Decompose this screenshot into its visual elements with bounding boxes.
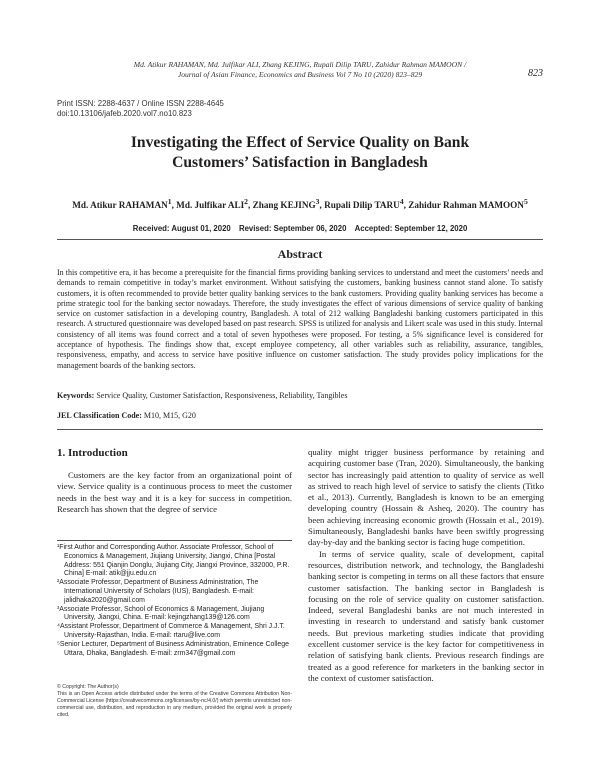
author-name: Zahidur Rahman MAMOON [408,200,524,211]
keywords-label: Keywords: [57,391,95,400]
publication-dates [60,224,540,233]
author-separator: , [319,200,325,211]
divider [57,429,543,430]
doi-line: doi:10.13106/jafeb.2020.vol7.no10.823 [57,109,192,118]
page-number: 823 [528,68,543,79]
affiliation-footnotes [57,544,292,658]
author-separator: , [403,200,409,211]
author-affiliation-mark: 1 [167,197,172,206]
abstract-body: In this competitive era, it has become a prerequisite for the financial firms providing banking services to understand and meet the customers’ needs and demands to remain competitive in today’s market environment. Without satisfying the customers, banking business cannot stand alone. To satisfy customers, it is often recommended to provide better quality banking services to the bank customers. Providing quality banking services has become a prime strategic tool for the banking sector nowadays. Therefore, the study investigates the effect of various dimensions of service quality of banking service on customer satisfaction in a developing country, Bangladesh. A total of 212 walking Bangladeshi banking customers participated in this research. A structured questionnaire was developed based on past research. SPSS is utilized for analysis and Likert scale was used in this study. Internal consistency of all items was found correct and a total of seven hypotheses were proposed. For testing, a 5% significance level is considered for acceptance of hypothesis. The findings show that, except employee competency, all other variables such as reliability, assurance, tangibles, responsiveness, empathy, and access to service have positive influence on customer satisfaction. The study provides policy implications for the management boards of the banking sectors. [57,268,543,370]
author-name: Zhang KEJING [252,200,316,211]
title-line-1: Investigating the Effect of Service Quality on Bank [130,134,470,151]
keywords [57,391,543,401]
title-line-2: Customers’ Satisfaction in Bangladesh [172,153,428,171]
copyright-line: © Copyright: The Author(s) [57,684,119,690]
author-affiliation-mark: 5 [523,197,528,206]
author-affiliation-mark: 3 [315,197,320,206]
author-affiliation-mark: 2 [244,197,248,206]
author-list [40,197,560,210]
footnote-item: ²Associate Professor, Department of Business Administration, The International University of Scholars (IUS), Bangladesh. E-mail: jalidhaka2020@gmail.com [57,579,259,604]
intro-paragraph: quality might trigger business performance by retaining and acquiring customer base (Tran, 2020). Simultaneously, the banking sector has increasingly paid attention to quality of service as well as strived to reach high level of service to satisfy the clients (Titko et al., 2013). Currently, Bangladesh is known to be an emerging developing country (Hossain & Asheq, 2020). The country has been achieving increasing economic growth (Hossain et al., 2019). Simultaneously, Bangladeshi banks have been swiftly progressing day-by-day and the banking sector is facing huge competition. [308,447,544,548]
issn-line: Print ISSN: 2288-4637 / Online ISSN 2288-4645 [57,99,224,108]
author-name: Md. Atikur RAHAMAN [72,200,168,211]
abstract-heading: Abstract [277,247,323,261]
running-header-authors: Md. Atikur RAHAMAN, Md. Julfikar ALI, Zhang KEJING, Rupali Dilip TARU, Zahidur Rahman MAMOON / [133,60,467,69]
license-text: This is an Open Access article distributed under the terms of the Creative Commons Attribution Non-Commercial License (https://creativecommons.org/licenses/by-nc/4.0/) which permits unrestricted non-commercial use, distribution, and reproduction in any medium, provided the original work is properly cited. [57,690,292,718]
footnote-rule [57,540,292,541]
paper-title [60,133,540,172]
issn-block [57,99,224,119]
copyright-notice [57,684,292,719]
footnote-item: ¹First Author and Corresponding Author. Associate Professor, School of Economics & Management, Jiujiang University, Jiangxi, China [Postal Address: 551 Qianjin Donglu, Jiujiang City, Jiangxi Province, 332000, P.R. China] E-mail: atik@jju.edu.cn [57,544,290,578]
jel-codes: M10, M15, G20 [143,411,196,420]
section-heading-introduction: 1. Introduction [57,447,128,459]
jel-classification [57,411,543,421]
footnote-item: ³Associate Professor, School of Economics & Management, Jiujiang University, Jiangxi, China. E-mail: kejingzhang139@126.com [57,605,265,622]
intro-right-column [308,447,544,684]
footnote-item: ⁴Assistant Professor, Department of Commerce & Management, Shri J.J.T. University-Rajasthan, India. E-mail: rtaru@live.com [57,623,285,639]
keywords-text: Service Quality, Customer Satisfaction, Responsiveness, Reliability, Tangibles [96,391,348,400]
jel-label: JEL Classification Code: [57,411,142,420]
received-date: Received: August 01, 2020 [132,224,231,233]
intro-left-paragraph: Customers are the key factor from an organizational point of view. Service quality is a continuous process to meet the customer needs in the best way and it is a key for success in competition. Research has shown that the degree of service [57,470,292,514]
author-affiliation-mark: 4 [399,197,404,206]
divider [57,239,543,240]
accepted-date: Accepted: September 12, 2020 [354,224,468,233]
running-header [100,60,500,79]
revised-date: Revised: September 06, 2020 [238,224,347,233]
running-header-journal: Journal of Asian Finance, Economics and Business Vol 7 No 10 (2020) 823–829 [177,69,423,79]
footnote-item: ⁵Senior Lecturer, Department of Business Administration, Eminence College Uttara, Dhaka, Bangladesh. E-mail: zrm347@gmail.com [57,640,289,657]
author-separator: , [171,200,177,211]
author-name: Rupali Dilip TARU [324,200,400,211]
author-name: Md. Julfikar ALI [176,200,245,211]
author-separator: , [248,200,253,211]
intro-paragraph: In terms of service quality, scale of development, capital resources, distribution network, and technology, the Bangladeshi banking sector is competing in terms on all these factors that ensure customer satisfaction. The banking sector in Bangladesh is focusing on the role of service quality on customer satisfaction. Indeed, several Bangladeshi banks are not much interested in investing in research to understand and satisfy bank customer needs. But previous marketing studies indicate that providing excellent customer service is the key factor for competitiveness in relation of satisfying bank clients. Previous research findings are treated as a good reference for marketers in the banking sector in the context of customer satisfaction. [308,548,544,683]
